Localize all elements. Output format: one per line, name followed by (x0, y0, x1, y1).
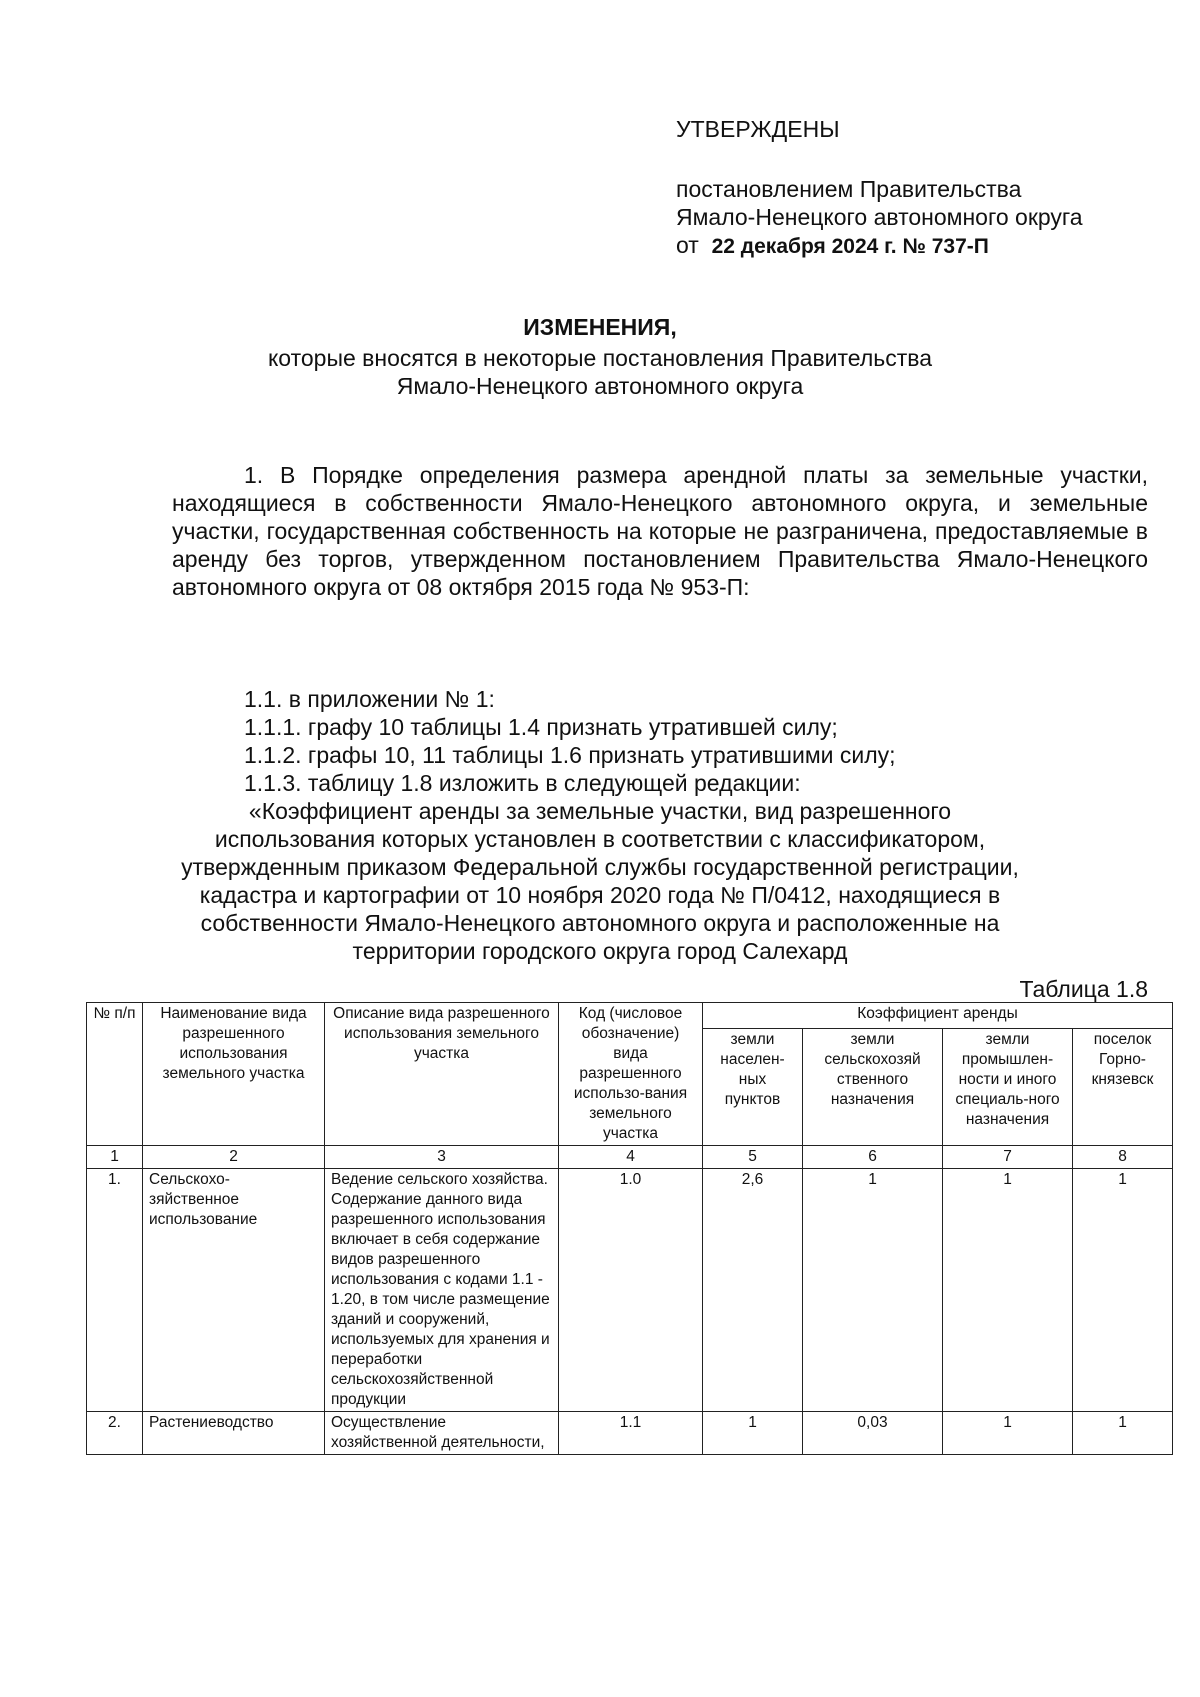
quote-line-5: собственности Ямало-Ненецкого автономного округа и расположенные на (200, 910, 1000, 936)
row-name: Растениеводство (143, 1412, 325, 1455)
table-caption: Таблица 1.8 (1019, 976, 1148, 1002)
col-number: 2 (143, 1146, 325, 1169)
row-name: Сельскохо-зяйственное использование (143, 1169, 325, 1412)
approval-line-1: постановлением Правительства (676, 176, 1022, 202)
row-value-4: 1 (1073, 1169, 1173, 1412)
row-num: 2. (87, 1412, 143, 1455)
item-1-1-1: 1.1.1. графу 10 таблицы 1.4 признать утратившей силу; (244, 714, 838, 740)
quote-line-2: использования которых установлен в соответствии с классификатором, (214, 826, 986, 852)
header-sub-3: земли промышлен-ности и иного специаль-ного назначения (943, 1029, 1073, 1146)
header-num: № п/п (87, 1003, 143, 1146)
paragraph-1: 1. В Порядке определения размера арендной платы за земельные участки, находящиеся в собственности Ямало-Ненецкого автономного округа, и земельные участки, государственная собственность на которые не разграничена, предоставляемые в аренду без торгов, утвержденном постановлением Правительства Ямало-Ненецкого автономного округа от 08 октября 2015 года № 953-П: (172, 462, 1148, 600)
quote-line-1: «Коэффициент аренды за земельные участки, вид разрешенного (248, 798, 952, 824)
header-sub-4: поселок Горно-князевск (1073, 1029, 1173, 1146)
col-number: 6 (803, 1146, 943, 1169)
header-sub-2: земли сельскохозяй ственного назначения (803, 1029, 943, 1146)
row-value-4: 1 (1073, 1412, 1173, 1455)
table-row (87, 1412, 1173, 1455)
quote-line-6: территории городского округа город Салехард (352, 938, 848, 964)
col-number: 1 (87, 1146, 143, 1169)
approval-date-number: 22 декабря 2024 г. № 737-П (711, 235, 989, 258)
item-1-1: 1.1. в приложении № 1: (244, 686, 495, 712)
row-value-3: 1 (943, 1169, 1073, 1412)
row-value-2: 0,03 (803, 1412, 943, 1455)
row-value-2: 1 (803, 1169, 943, 1412)
table-header-row-1 (87, 1003, 1173, 1029)
document-title: ИЗМЕНЕНИЯ, (523, 314, 677, 340)
approval-date-line (676, 231, 989, 261)
coefficient-table (86, 1002, 1173, 1455)
col-number: 7 (943, 1146, 1073, 1169)
header-name: Наименование вида разрешенного использования земельного участка (143, 1003, 325, 1146)
quote-line-3: утвержденным приказом Федеральной службы государственной регистрации, (181, 854, 1019, 880)
row-value-1: 1 (703, 1412, 803, 1455)
header-coefficient: Коэффициент аренды (703, 1003, 1173, 1029)
approval-from: от (676, 232, 699, 258)
row-code: 1.1 (559, 1412, 703, 1455)
approval-line-2: Ямало-Ненецкого автономного округа (676, 204, 1083, 230)
quote-line-4: кадастра и картографии от 10 ноября 2020 года № П/0412, находящиеся в (199, 882, 1001, 908)
column-number-row (87, 1146, 1173, 1169)
item-1-1-3: 1.1.3. таблицу 1.8 изложить в следующей редакции: (244, 770, 801, 796)
approval-title: УТВЕРЖДЕНЫ (676, 116, 840, 142)
col-number: 4 (559, 1146, 703, 1169)
row-desc: Ведение сельского хозяйства. Содержание данного вида разрешенного использования включает в себя содержание видов разрешенного использования с кодами 1.1 - 1.20, в том числе размещение зданий и сооружений, используемых для хранения и переработки сельскохозяйственной продукции (325, 1169, 559, 1412)
col-number: 5 (703, 1146, 803, 1169)
table-row (87, 1169, 1173, 1412)
row-desc: Осуществление хозяйственной деятельности, (325, 1412, 559, 1455)
header-desc: Описание вида разрешенного использования земельного участка (325, 1003, 559, 1146)
item-1-1-2: 1.1.2. графы 10, 11 таблицы 1.6 признать утратившими силу; (244, 742, 896, 768)
document-subtitle-line-1: которые вносятся в некоторые постановления Правительства (267, 345, 933, 371)
col-number: 8 (1073, 1146, 1173, 1169)
col-number: 3 (325, 1146, 559, 1169)
header-code: Код (числовое обозначение) вида разрешенного использо-вания земельного участка (559, 1003, 703, 1146)
row-value-1: 2,6 (703, 1169, 803, 1412)
row-value-3: 1 (943, 1412, 1073, 1455)
row-num: 1. (87, 1169, 143, 1412)
row-code: 1.0 (559, 1169, 703, 1412)
header-sub-1: земли населен-ных пунктов (703, 1029, 803, 1146)
document-subtitle-line-2: Ямало-Ненецкого автономного округа (396, 373, 804, 399)
